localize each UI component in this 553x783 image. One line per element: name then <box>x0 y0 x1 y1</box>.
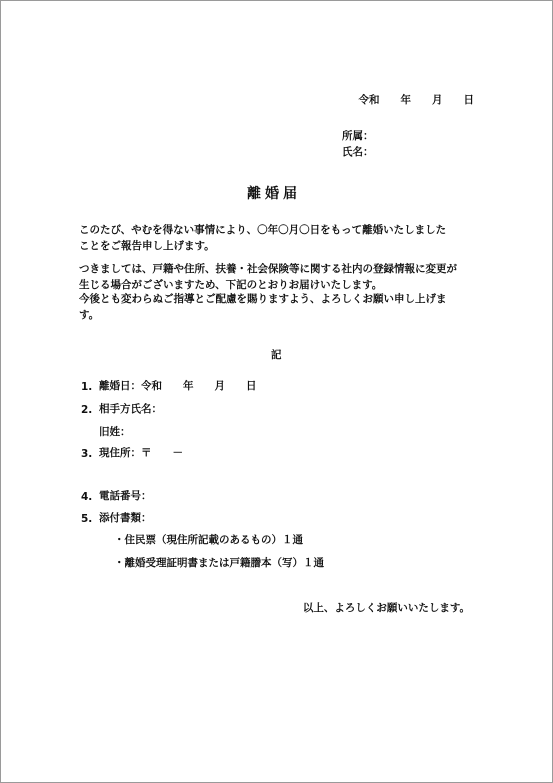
item-attachments: 添付書類： <box>99 512 152 524</box>
item-former-surname: 旧姓： <box>99 426 131 438</box>
item-number: 3. <box>81 448 93 460</box>
ki-heading: 記 <box>271 349 282 361</box>
paragraph-line: ことをご報告申し上げます。 <box>79 239 215 252</box>
paragraph-1 <box>79 223 479 254</box>
paragraph-line: このたび、やむを得ない事情により、〇年〇月〇日をもって離婚いたしました <box>79 224 447 236</box>
paragraph-2 <box>79 262 479 293</box>
attachment-item: ・住民票（現住所記載のあるもの）１通 <box>114 534 303 546</box>
item-current-address: 現住所：〒 － <box>99 447 183 459</box>
item-number: 2. <box>81 404 93 416</box>
attachment-item: ・離婚受理証明書または戸籍謄本（写）１通 <box>114 557 324 569</box>
item-partner-name: 相手方氏名： <box>99 403 162 415</box>
item-number: 4. <box>81 491 93 503</box>
document-title: 離婚届 <box>247 186 301 202</box>
paragraph-line: 生じる場合がございますため、下記のとおりお届けいたします。 <box>79 278 383 291</box>
paragraph-line: 今後とも変わらぬご指導とご配慮を賜りますよう、よろしくお願い申し上げま <box>79 293 447 305</box>
item-divorce-date: 離婚日：令和 年 月 日 <box>99 380 257 392</box>
paragraph-3 <box>79 292 479 323</box>
paragraph-line: つきましては、戸籍や住所、扶養・社会保険等に関する社内の登録情報に変更が <box>79 263 457 275</box>
paragraph-line: す。 <box>79 308 100 321</box>
name-label: 氏名： <box>342 146 374 158</box>
closing-text: 以上、よろしくお願いいたします。 <box>302 602 470 614</box>
item-number: 5. <box>81 513 93 525</box>
item-number: 1. <box>81 381 93 393</box>
item-phone-number: 電話番号： <box>99 490 152 502</box>
affiliation-label: 所属： <box>342 130 374 142</box>
date-line: 令和 年 月 日 <box>358 94 474 106</box>
